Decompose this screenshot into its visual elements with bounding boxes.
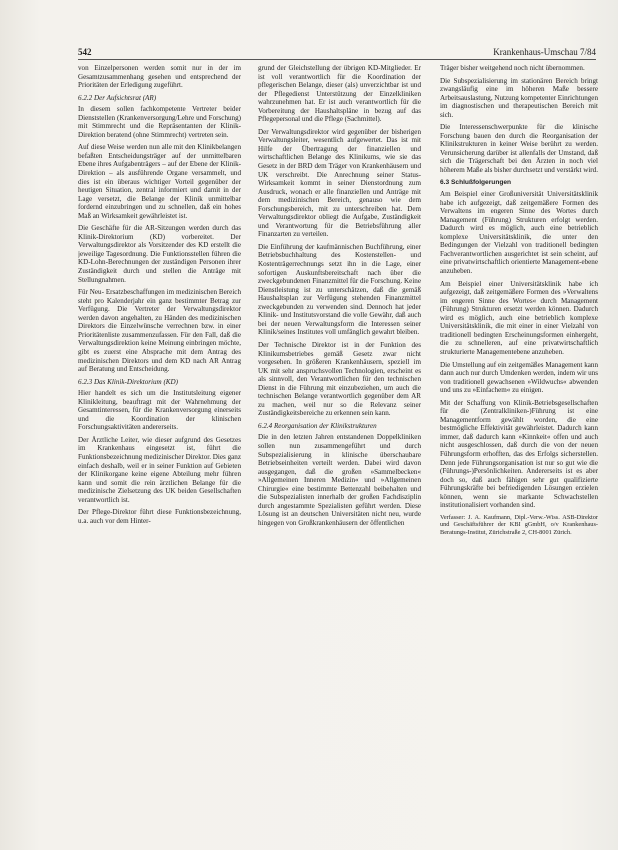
page-number: 542	[78, 47, 92, 57]
paragraph: Die Umstellung auf ein zeitgemäßes Management kann dann auch nur durch Umdenken werden, indem wir uns von traditionell gewachsenen »Wildwuchs« abwenden und uns zu »Einfachem« zu einigen.	[440, 360, 598, 395]
paragraph: Mit der Schaffung von Klinik-Betriebsgesellschaften für die (Zentralkliniken-)Führung ist eine Managementform gewählt worden, die eine bestmögliche Effektivität gewährleistet. Dadurch kann immer, daß dadurch kann »Kinnkeit« offen und auch nicht ausgeschlossen, daß durch die von der neuen Führungsform erhofften, das des Erfolgs sicherstellen. Denn jede Führungsorganisation ist nur so gut wie die (Führungs-)Persönlichkeiten. Andererseits ist es aber doch so, daß auch fähigen sehr gut qualifizierte Führungskräfte bei befriedigenden Lösungen erzielen können, wenn sie markante Schwachstellen institutionalisiert vorhanden sind.	[440, 398, 598, 510]
paragraph: Hier handelt es sich um die Institutsleitung eigener Klinikleitung, beauftragt mit der Wahrnehmung der Gesamtinteressen, für die Krankenversorgung einerseits und die Koordination der klinischen Forschungsaktivitäten andererseits.	[78, 389, 241, 432]
paragraph: Träger bisher weitgehend noch nicht übernommen.	[440, 64, 585, 72]
paragraph: Der Pflege-Direktor führt diese Funktionsbezeichnung, u.a. auch vor dem Hinter-	[78, 508, 241, 525]
paragraph: Die Einführung der kaufmännischen Buchführung, einer Betriebsbuchhaltung des Kostenstellen- und Kostenträgerrechnungs setzt ihn in die Lage, einer sofortigen Auskunftsbereitschaft nach über die zweckgebundenen Finanzmittel für die Forschung. Keine Dienstleistung ist zu unterschätzen, daß die gemäß Haushaltsplan zur Verfügung stehenden Finanzmittel zweckgebunden zu verwenden sind. Dennoch hat jeder Klinik- und Institutsvorstand die volle Gewähr, daß auch bei der neuen Verwaltungsform die Interessen seiner Klinik/seines Institutes voll umfänglich gewahrt bleiben.	[258, 242, 421, 337]
paragraph: Die Geschäfte für die AR-Sitzungen werden durch das Klinik-Direktorium (KD) vorbereitet. Der Verwaltungsdirektor als Vorsitzender des KD erstellt die jeweilige Tagesordnung. Die Funktionsstellen führen die KD-Lohn-Berechnungen der zuständigen Personen ihrer Zuständigkeit durch und stellen die Anträge mit Stellungnahmen.	[78, 224, 241, 284]
paragraph: Der Technische Direktor ist in der Funktion des Klinikumsbetriebes gemäß Gesetz zwar nicht vorgesehen. In größeren Krankenhäusern, speziell im UK mit sehr anspruchsvollen Technologien, erscheint es als sinnvoll, den Verantwortlichen für den technischen Dienst in die Führung mit einzubeziehen, um auch die technischen Belange verantwortlich gegenüber dem AR zu machen, weil nur so die Relevanz seiner Zuständigkeitsbereiche zu erkennen sein kann.	[258, 340, 421, 418]
paragraph: Am Beispiel einer Großuniversität Universitätsklinik habe ich aufgezeigt, daß zeitgemäßere Formen des Verwaltens im engeren Sinne des Wortes durch Management (Führung) Strukturen erfolgt werden. Dadurch wird es möglich, auch eine betrieblich komplexe Universitätsklinik, die unter den Bedingungen der Vielzahl von traditionell bedingten Fachverantwortlichen ausgerichtet ist sein scheint, auf eine privatwirtschaftlich orientierte Management-ebene anzuheben.	[440, 190, 598, 276]
section-heading: 6.3 Schlußfolgerungen	[440, 178, 512, 186]
paragraph: Der Verwaltungsdirektor wird gegenüber der bisherigen Verwaltungsleiter, wesentlich aufgewertet. Das ist mit Hilfe der Übertragung der finanziellen und wirtschaftlichen Belange des Klinikums, wie sie das Gesetz in der BRD dem Träger von Krankenhäusern und UK verschreibt. Die Anrechnung seiner Status-Wirksamkeit kommt in seiner Dienstordnung zum Ausdruck, wonach er alle finanziellen und Anträge mit dem medizinischen Bereich, genauso wie dem Forschungsbereich, mit zu unterschreiben hat. Dem Verwaltungsdirektor obliegt die Aufgabe, Zuständigkeit und Verantwortung für die Betriebsführung aller Finanzarten zu verteilen.	[258, 127, 421, 239]
paragraph: Die Subspezialisierung im stationären Bereich bringt zwangsläufig eine im höheren Maße bessere Arbeitsauslastung, Nutzung kompetenter Einrichtungen im diagnostischen und therapeutischen Bereich mit sich.	[440, 76, 598, 119]
journal-title: Krankenhaus-Umschau 7/84	[493, 47, 596, 57]
text-column-3	[440, 64, 598, 830]
header-rule	[78, 59, 596, 60]
section-heading: 6.2.3 Das Klinik-Direktorium (KD)	[78, 377, 179, 386]
paragraph: In diesem sollen fachkompetente Vertreter beider Dienststellen (Krankenversorgung/Lehre und Forschung) mit Stimmrecht und die Repräsentanten der Klinik-Direktion beratend (ohne Stimmrecht) vertreten sein.	[78, 105, 241, 139]
paragraph: Der Ärztliche Leiter, wie dieser aufgrund des Gesetzes im Krankenhaus eingesetzt ist, führt die Funktionsbezeichnung medizinischer Direktor. Dies ganz einfach deshalb, weil er in seiner Funktion auf Gebieten der Klinikorgane keine eigene Abteilung mehr führen kann und somit die rein ärztlichen Belange für die medizinische Zielsetzung des UK beiden Gesellschaften verantwortlich ist.	[78, 435, 241, 504]
section-heading: 6.2.2 Der Aufsichtsrat (AR)	[78, 93, 157, 102]
paragraph: Die in den letzten Jahren entstandenen Doppelkliniken sollen nun zusammengeführt und durch Subspezialisierung in klinische überschaubare Betriebseinheiten verteilt werden. Dabei wird davon ausgegangen, daß die großen »Sammelbecken« »Allgemeinen Inneren Medizin« und »Allgemeinen Chirurgie« eine bestimmte Bettenzahl beibehalten und die Subspezialisten innerhalb der großen Fachdisziplin durch angestammte Spezialisten geführt werden. Diese Lösung ist an deutschen Universitäten nicht neu, wurde hingegen von Großkrankenhäusern der öffentlichen	[258, 433, 421, 527]
paragraph: Die Interessenschwerpunkte für die klinische Forschung bauen den durch die Reorganisation der Klinikstrukturen in keiner Weise berührt zu werden. Verunsicherung darüber ist allenfalls der Umstand, daß sich die Trägerschaft bei den Ärzten in noch viel höherem Maße als bisher durchsetzt und verstärkt wird.	[440, 123, 598, 175]
page-header	[78, 46, 596, 58]
paragraph: Für Neu- Ersatzbeschaffungen im medizinischen Bereich steht pro Kalenderjahr ein ganz bestimmter Betrag zur Verfügung. Die Vertreter der Verwaltungsdirektor werden davon angehalten, zu Händen des medizinischen Direktors die Einzelwünsche verrechnen bzw. in einer Prioritätenliste zusammenzufassen. Für den Fall, daß die Verwaltungsdirektion keine Meinung einbringen möchte, gibt es zuerst eine Absprache mit dem Antrag des medizinischen Direktors und dem KD nach AR Antrag auf Beratung und Entscheidung.	[78, 288, 241, 374]
text-column-1	[78, 64, 241, 830]
paragraph: Am Beispiel einer Universitätsklinik habe ich aufgezeigt, daß zeitgemäßere Formen des »Verwaltens im engeren Sinne des Wortes« durch Management (Führung) Strukturen ersetzt werden können. Dadurch wird es möglich, auch eine betrieblich komplexe Universitätsklinik, die mit einer in einer Vielzahl von traditionell bedingten Erscheinungsformen einhergeht, die zu schnelleren, auf eine privatwirtschaftlich strukturierte Managementebene anzuheben.	[440, 279, 598, 356]
paragraph: Auf diese Weise werden nun alle mit den Klinikbelangen befaßten Entscheidungsträger auf der unmittelbaren Ebene ihres Aufgabenträgers – auf der Ebene der Klinik-Direktion – als ausführende Organe versammelt, und dies ist ein überaus wichtiger Vorteil gegenüber der heutigen Situation, zentral informiert und damit in der Lage versetzt, die Belange der Klinik unmittelbar fordernd einzubringen und zu schnellen, daß ein hohes Maß an Wirksamkeit gewährleistet ist.	[78, 143, 241, 220]
paragraph: von Einzelpersonen werden somit nur in der im Gesamtzusammenhang gesehen und entsprechend der Prioritäten der Erledigung zugeführt.	[78, 64, 241, 90]
author-footnote: Verfasser: J. A. Kaufmann, Dipl.-Verw.-Wiss. ASB-Direktor und Geschäftsführer der KBI gGmbH, o/v Krankenhaus-Beratungs-Institut, Zürichstraße 2, CH-8001 Zürich.	[440, 513, 598, 536]
paragraph: grund der Gleichstellung der übrigen KD-Mitglieder. Er ist voll verantwortlich für die Koordination der pflegerischen Belange, dieser (als) unverzichtbar ist und der Pflegedienst Unterstützung der Einzelkliniken wahrzunehmen hat. Er ist auch verantwortlich für die Vorbereitung der Haushaltspläne in bezug auf das Pflegepersonal und die Pflege (Sachmittel).	[258, 64, 421, 124]
text-column-2	[258, 64, 421, 830]
section-heading: 6.2.4 Reorganisation der Klinikstrukturen	[258, 421, 377, 430]
